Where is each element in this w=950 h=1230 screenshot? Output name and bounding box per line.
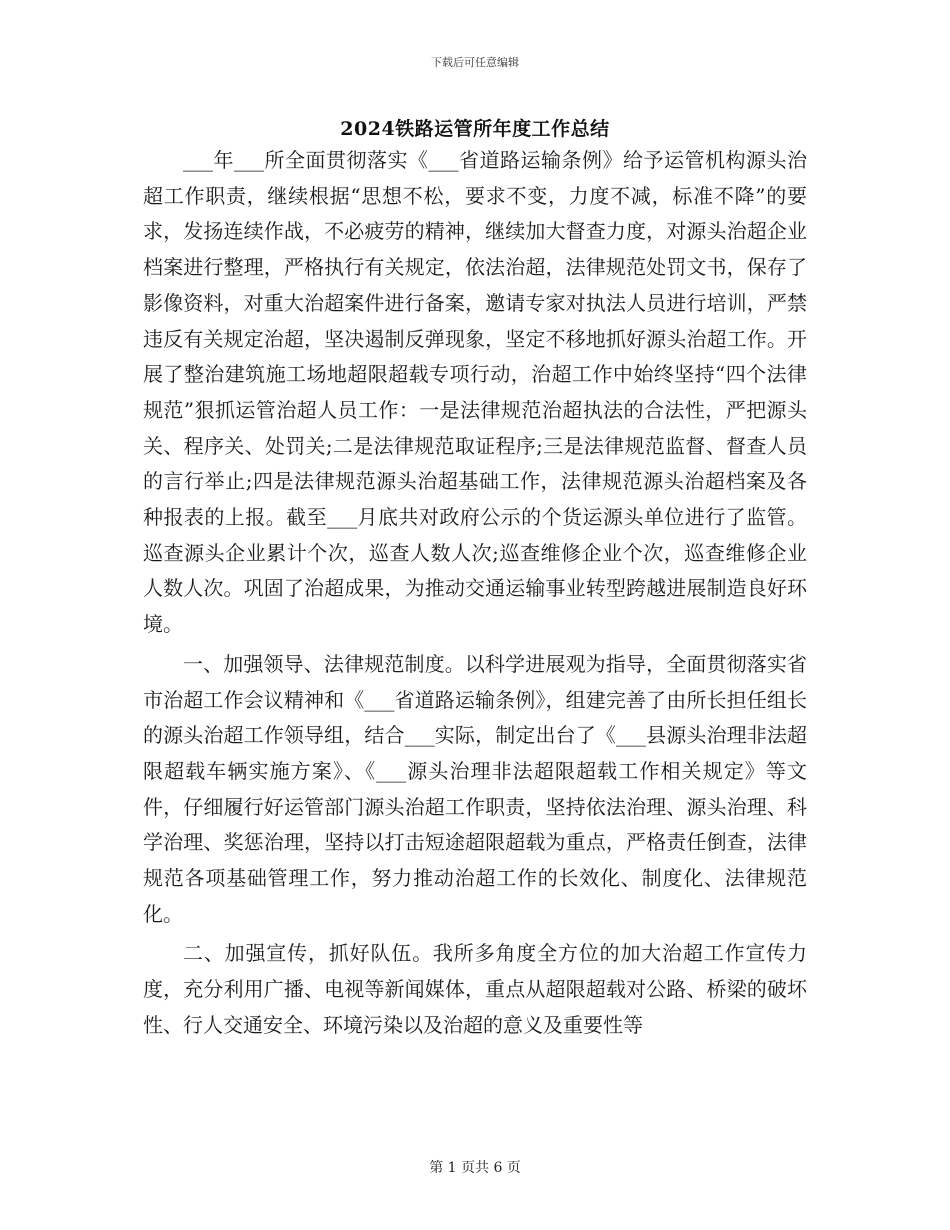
document-title: 2024铁路运管所年度工作总结 xyxy=(340,118,610,140)
header-note: 下载后可任意编辑 xyxy=(431,56,519,69)
paragraph-section-2: 二、加强宣传，抓好队伍。我所多角度全方位的加大治超工作宣传力度，充分利用广播、电视等新闻媒体，重点从超限超载对公路、桥梁的破坏性、行人交通安全、环境污染以及治超的意义及重要性等 xyxy=(143,941,807,1037)
paragraph-section-1: 一、加强领导、法律规范制度。以科学进展观为指导，全面贯彻落实省市治超工作会议精神和《___省道路运输条例》，组建完善了由所长担任组长的源头治超工作领导组，结合___实际，制定出台了《___县源头治理非法超限超载车辆实施方案》、《___源头治理非法超限超载工作相关规定》等文件，仔细履行好运管部门源头治超工作职责，坚持依法治理、源头治理、科学治理、奖惩治理，坚持以打击短途超限超载为重点，严格责任倒查，法律规范各项基础管理工作，努力推动治超工作的长效化、制度化、法律规范化。 xyxy=(143,651,807,926)
document-body xyxy=(143,143,807,1048)
paragraph-intro: ___年___所全面贯彻落实《___省道路运输条例》给予运管机构源头治超工作职责，继续根据“思想不松，要求不变，力度不减，标准不降”的要求，发扬连续作战，不必疲劳的精神，继续加大督查力度，对源头治超企业档案进行整理，严格执行有关规定，依法治超，法律规范处罚文书，保存了影像资料，对重大治超案件进行备案，邀请专家对执法人员进行培训，严禁违反有关规定治超，坚决遏制反弹现象，坚定不移地抓好源头治超工作。开展了整治建筑施工场地超限超载专项行动，治超工作中始终坚持“四个法律规范”狠抓运管治超人员工作：一是法律规范治超执法的合法性，严把源头关、程序关、处罚关;二是法律规范取证程序;三是法律规范监督、督查人员的言行举止;四是法律规范源头治超基础工作，法律规范源头治超档案及各种报表的上报。截至___月底共对政府公示的个货运源头单位进行了监管。巡查源头企业累计个次，巡查人数人次;巡查维修企业个次，巡查维修企业人数人次。巩固了治超成果，为推动交通运输事业转型跨越进展制造良好环境。 xyxy=(143,148,807,637)
page-indicator: 第 1 页共 6 页 xyxy=(429,1160,521,1176)
